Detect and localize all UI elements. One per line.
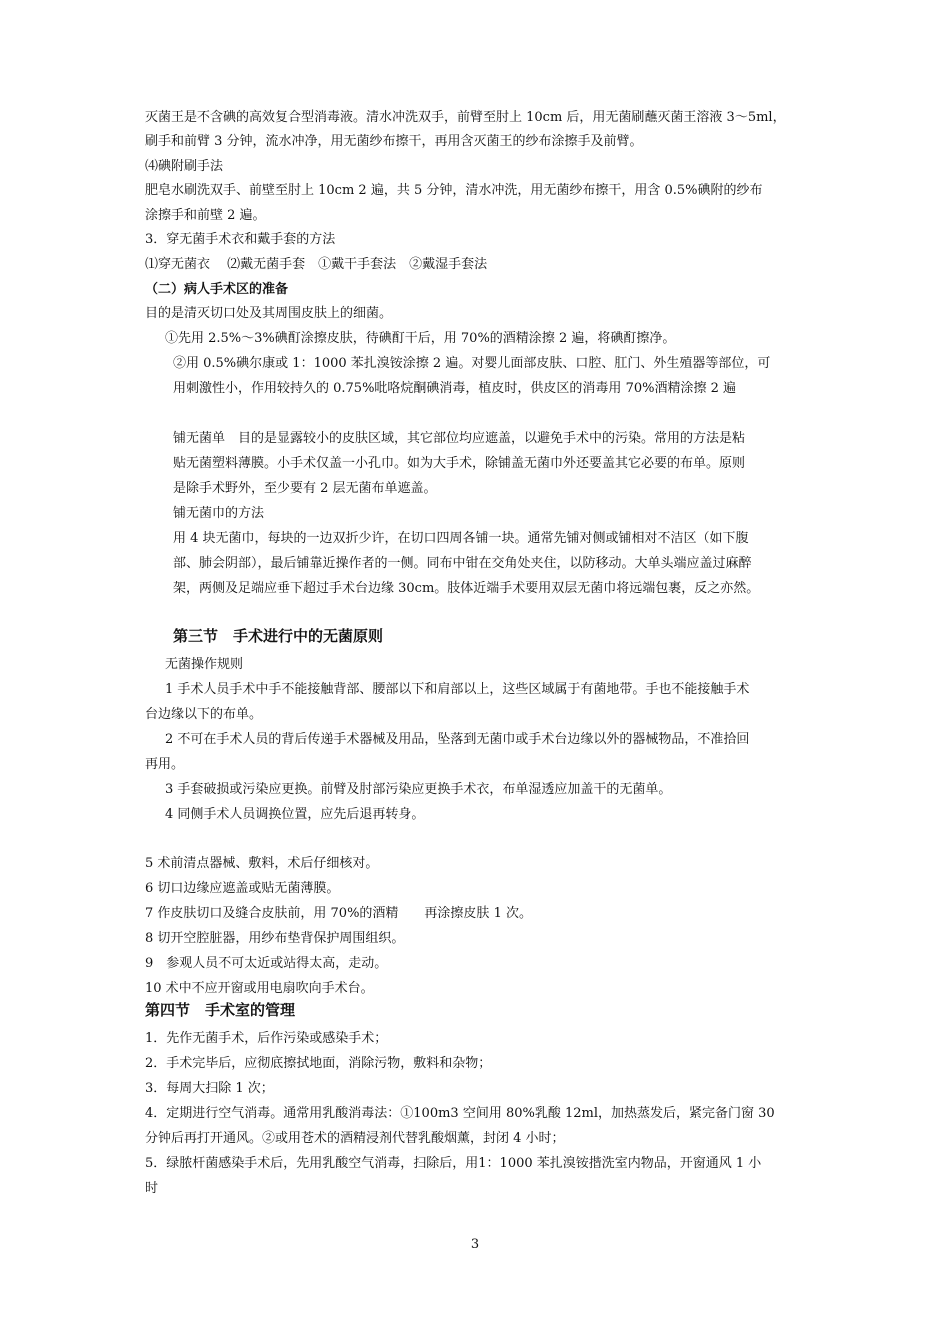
- text-line: 2．手术完毕后，应彻底擦拭地面，消除污物，敷料和杂物；: [145, 1056, 492, 1071]
- text-line: 10 术中不应开窗或用电扇吹向手术台。: [145, 981, 374, 996]
- text-line: 刷手和前臂 3 分钟，流水冲净，用无菌纱布擦干，再用含灭菌王的纱布涂擦手及前臂。: [145, 134, 643, 149]
- page-number: 3: [470, 1237, 480, 1252]
- text-line: 时: [145, 1181, 159, 1196]
- text-line: 1 手术人员手术中手不能接触背部、腰部以下和肩部以上，这些区域属于有菌地带。手也不能接触手术: [165, 682, 750, 697]
- text-line: 3 手套破损或污染应更换。前臂及肘部污染应更换手术衣，布单湿透应加盖干的无菌单。: [165, 782, 672, 797]
- text-line: 涂擦手和前壁 2 遍。: [145, 208, 266, 223]
- text-line: 肥皂水刷洗双手、前壁至肘上 10cm 2 遍，共 5 分钟，清水冲洗，用无菌纱布擦干，用含 0.5%碘附的纱布: [145, 183, 763, 198]
- text-line: 部、肺会阴部），最后铺靠近操作者的一侧。同布中钳在交角处夹住，以防移动。大单头端应盖过麻醉: [173, 556, 752, 571]
- section-title: 第四节 手术室的管理: [145, 1001, 296, 1019]
- text-line: 5 术前清点器械、敷料，术后仔细核对。: [145, 856, 379, 871]
- text-line: 铺无菌巾的方法: [173, 506, 265, 521]
- text-line: 目的是清灭切口处及其周围皮肤上的细菌。: [145, 306, 393, 321]
- text-line: 灭菌王是不含碘的高效复合型消毒液。清水冲洗双手，前臂至肘上 10cm 后，用无菌刷蘸灭菌王溶液 3～5ml，: [145, 110, 786, 125]
- text-line: 5．绿脓杆菌感染手术后，先用乳酸空气消毒，扫除后，用1：1000 苯扎溴铵揩洗室内物品，开窗通风 1 小: [145, 1156, 762, 1171]
- text-line: 3．每周大扫除 1 次；: [145, 1081, 274, 1096]
- text-line: 6 切口边缘应遮盖或贴无菌薄膜。: [145, 881, 340, 896]
- text-line: 3．穿无菌手术衣和戴手套的方法: [145, 232, 336, 247]
- text-line: ⑴穿无菌衣 ⑵戴无菌手套 ①戴干手套法 ②戴湿手套法: [145, 257, 488, 272]
- text-line: 4．定期进行空气消毒。通常用乳酸消毒法：①100m3 空间用 80%乳酸 12ml，加热蒸发后，紧完备门窗 30: [145, 1106, 775, 1121]
- text-line: 1．先作无菌手术，后作污染或感染手术；: [145, 1031, 388, 1046]
- text-line: 贴无菌塑料薄膜。小手术仅盖一小孔巾。如为大手术，除铺盖无菌巾外还要盖其它必要的布单。原则: [173, 456, 746, 471]
- text-line: 用刺激性小，作用较持久的 0.75%吡咯烷酮碘消毒，植皮时，供皮区的消毒用 70%酒精涂擦 2 遍: [173, 381, 736, 396]
- text-line: 铺无菌单 目的是显露较小的皮肤区域，其它部位均应遮盖，以避免手术中的污染。常用的方法是粘: [173, 431, 746, 446]
- text-line: 8 切开空腔脏器，用纱布垫背保护周围组织。: [145, 931, 405, 946]
- text-line: 4 同侧手术人员调换位置，应先后退再转身。: [165, 807, 425, 822]
- text-line: ②用 0.5%碘尔康或 1：1000 苯扎溴铵涂擦 2 遍。对婴儿面部皮肤、口腔、肛门、外生殖器等部位，可: [173, 356, 771, 371]
- text-line: 架，两侧及足端应垂下超过手术台边缘 30cm。肢体近端手术要用双层无菌巾将远端包裹，反之亦然。: [173, 581, 760, 596]
- text-line: 台边缘以下的布单。: [145, 707, 263, 722]
- text-line: 用 4 块无菌巾，每块的一边双折少许，在切口四周各铺一块。通常先铺对侧或铺相对不洁区（如下腹: [173, 531, 749, 546]
- text-line: 7 作皮肤切口及缝合皮肤前，用 70%的酒精 再涂擦皮肤 1 次。: [145, 906, 532, 921]
- text-line: 2 不可在手术人员的背后传递手术器械及用品，坠落到无菌巾或手术台边缘以外的器械物品，不准拾回: [165, 732, 750, 747]
- text-line: 分钟后再打开通风。②或用苍术的酒精浸剂代替乳酸烟薰，封闭 4 小时；: [145, 1131, 565, 1146]
- text-line: ⑷碘附刷手法: [145, 159, 224, 174]
- text-line: 无菌操作规则: [165, 657, 244, 672]
- text-line: 再用。: [145, 757, 185, 772]
- text-line: 是除手术野外，至少要有 2 层无菌布单遮盖。: [173, 481, 437, 496]
- text-line: 9 参观人员不可太近或站得太高，走动。: [145, 956, 388, 971]
- section-heading: （二）病人手术区的准备: [145, 282, 289, 297]
- text-line: ①先用 2.5%～3%碘酊涂擦皮肤，待碘酊干后，用 70%的酒精涂擦 2 遍，将碘酊擦净。: [165, 331, 676, 346]
- section-title: 第三节 手术进行中的无菌原则: [173, 627, 384, 645]
